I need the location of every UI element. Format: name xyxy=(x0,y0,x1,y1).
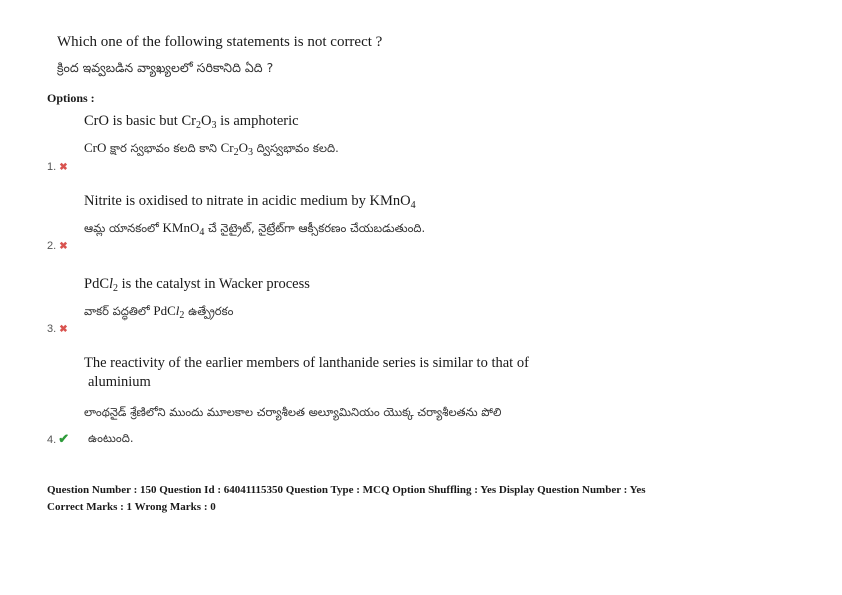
option-1-english: CrO is basic but $Cr_2O_3$ is amphoteric xyxy=(84,113,299,131)
option-2-telugu: ఆమ్ల యానకంలో KMnO$_4$ చే నైట్రైట్, నైట్రేట్‌గా ఆక్సీకరణం చేయబడుతుంది. xyxy=(84,220,426,238)
incorrect-mark-icon: ✖ xyxy=(59,241,68,252)
incorrect-mark-icon: ✖ xyxy=(59,162,68,173)
incorrect-mark-icon: ✖ xyxy=(59,324,68,335)
option-4-english-line2: aluminium xyxy=(88,374,151,390)
option-3-english: PdCl$_2$ is the catalyst in Wacker process xyxy=(84,276,310,294)
option-4-telugu-line2: ఉంటుంది. xyxy=(88,431,134,445)
option-2-number: 2. ✖ xyxy=(47,240,68,252)
option-3-telugu: వాకర్ పద్ధతిలో PdCl$_2$ ఉత్ప్రేరకం xyxy=(84,303,234,321)
option-2-english: Nitrite is oxidised to nitrate in acidic medium by KMnO$_4$ xyxy=(84,193,416,211)
question-text-english: Which one of the following statements is not correct ? xyxy=(57,34,383,50)
option-3-number: 3. ✖ xyxy=(47,323,68,335)
option-1-number: 1. ✖ xyxy=(47,161,68,173)
option-1-telugu: CrO క్షార స్వభావం కలది కాని $Cr_2O_3$ ద్విస్వభావం కలది. xyxy=(84,140,339,158)
question-meta-line2: Correct Marks : 1 Wrong Marks : 0 xyxy=(47,501,216,513)
option-4-english-line1: The reactivity of the earlier members of lanthanide series is similar to that of xyxy=(84,355,529,371)
option-4-telugu-line1: లాంథనైడ్ శ్రేణిలోని ముందు మూలకాల చర్యాశీలత అల్యూమినియం యొక్క చర్యాశీలతను పోలి xyxy=(84,405,502,419)
options-label: Options : xyxy=(47,91,95,105)
question-text-telugu: క్రింద ఇవ్వబడిన వ్యాఖ్యలలో సరికానిది ఏది ? xyxy=(57,60,274,75)
question-meta-line1: Question Number : 150 Question Id : 64041115350 Question Type : MCQ Option Shuffling : Yes Display Question Number : Yes xyxy=(47,484,646,496)
option-4-number: 4. ✔ xyxy=(47,431,70,446)
correct-mark-icon: ✔ xyxy=(58,431,70,446)
